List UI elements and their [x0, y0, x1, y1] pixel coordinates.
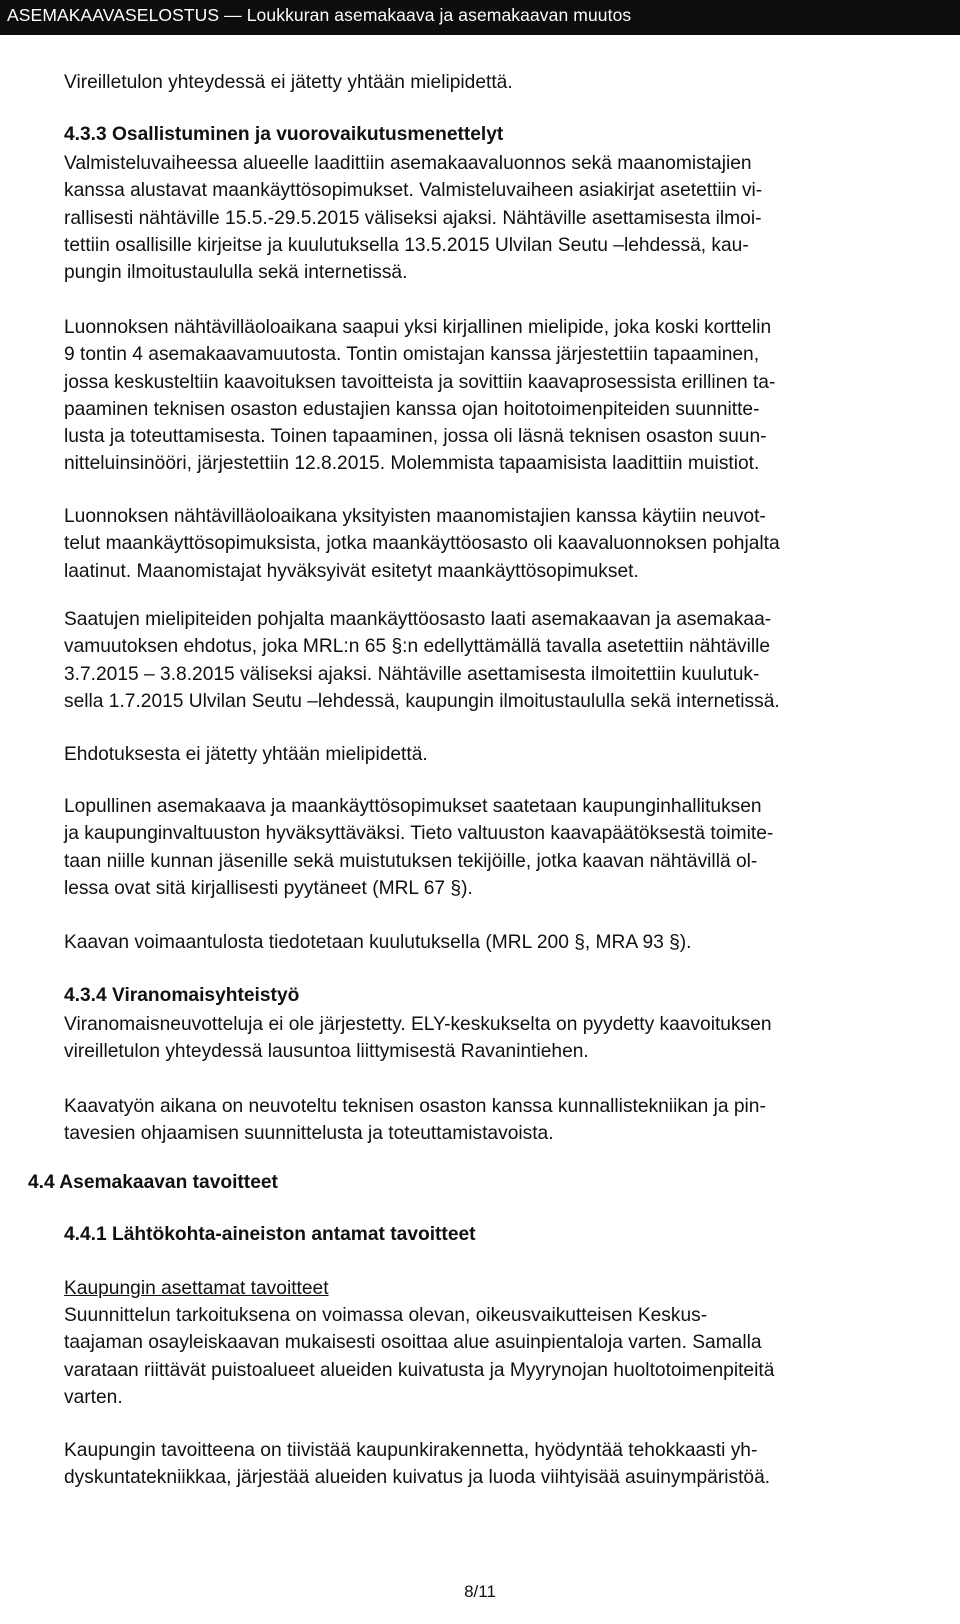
paragraph-433-1 — [64, 150, 934, 286]
paragraph-433-5 — [64, 741, 934, 768]
document-header-title: ASEMAKAAVASELOSTUS — Loukkuran asemakaava ja asemakaavan muutos — [7, 5, 632, 25]
text-line: tettiin osallisille kirjeitse ja kuulutuksella 13.5.2015 Ulvilan Seutu –lehdessä, kau- — [64, 234, 749, 256]
heading-4-3-3: 4.3.3 Osallistuminen ja vuorovaikutusmenettelyt — [64, 124, 504, 145]
paragraph-433-2 — [64, 314, 934, 478]
text-line: varten. — [64, 1386, 123, 1408]
text-line: laatinut. Maanomistajat hyväksyivät esitetyt maankäyttösopimukset. — [64, 560, 639, 582]
text-line: Kaavan voimaantulosta tiedotetaan kuulutuksella (MRL 200 §, MRA 93 §). — [64, 932, 692, 953]
text-line: nitteluinsinööri, järjestettiin 12.8.2015. Molemmista tapaamisista laadittiin muistiot. — [64, 453, 760, 475]
text-line: taajaman osayleiskaavan mukaisesti osoittaa alue asuinpientaloja varten. Samalla — [64, 1332, 762, 1354]
text-line: varataan riittävät puistoalueet alueiden kuivatusta ja Myyrynojan huoltotoimenpiteitä — [64, 1359, 775, 1381]
text-line: 3.7.2015 – 3.8.2015 väliseksi ajaksi. Nähtäville asettamisesta ilmoitettiin kuulutuk- — [64, 663, 760, 685]
text-line: Saatujen mielipiteiden pohjalta maankäyttöosasto laati asemakaavan ja asemakaa- — [64, 609, 772, 630]
heading-4-4: 4.4 Asemakaavan tavoitteet — [28, 1172, 278, 1193]
paragraph-434-2 — [64, 1093, 934, 1148]
text-line: dyskuntatekniikkaa, järjestää alueiden kuivatus ja luoda viihtyisää asuinympäristöä. — [64, 1467, 771, 1489]
text-line: lessa ovat sitä kirjallisesti pyytäneet (MRL 67 §). — [64, 877, 473, 899]
intro-paragraph — [64, 69, 934, 96]
text-line: Viranomaisneuvotteluja ei ole järjestetty. ELY-keskukselta on pyydetty kaavoituksen — [64, 1014, 772, 1035]
page-number: 8/11 — [464, 1582, 496, 1601]
document-header-bar — [0, 0, 960, 35]
text-line: vireilletulon yhteydessä lausuntoa liittymisestä Ravanintiehen. — [64, 1041, 589, 1063]
text-line: paaminen teknisen osaston edustajien kanssa ojan hoitotoimenpiteiden suunnitte- — [64, 398, 760, 420]
text-line: Kaavatyön aikana on neuvoteltu teknisen osaston kanssa kunnallistekniikan ja pin- — [64, 1096, 766, 1117]
paragraph-433-4 — [64, 606, 934, 715]
paragraph-433-3 — [64, 503, 934, 585]
subheading-kaupungin-tavoitteet: Kaupungin asettamat tavoitteet — [64, 1278, 329, 1299]
text-line: lusta ja toteuttamisesta. Toinen tapaaminen, jossa oli läsnä teknisen osaston suun- — [64, 426, 767, 448]
text-line: ja kaupunginvaltuuston hyväksyttäväksi. Tieto valtuuston kaavapäätöksestä toimite- — [64, 823, 774, 845]
text-line: jossa keskusteltiin kaavoituksen tavoitteista ja sovittiin kaavaprosessista erillinen ta- — [64, 371, 776, 393]
text-line: Luonnoksen nähtävilläoloaikana yksityisten maanomistajien kanssa käytiin neuvot- — [64, 506, 766, 527]
text-line: Vireilletulon yhteydessä ei jätetty yhtään mielipidettä. — [64, 72, 513, 93]
text-line: Suunnittelun tarkoituksena on voimassa olevan, oikeusvaikutteisen Keskus- — [64, 1305, 708, 1326]
paragraph-441-2 — [64, 1437, 934, 1492]
text-line: Luonnoksen nähtävilläoloaikana saapui yksi kirjallinen mielipide, joka koski korttelin — [64, 317, 772, 338]
paragraph-433-6 — [64, 793, 934, 902]
text-line: Ehdotuksesta ei jätetty yhtään mielipidettä. — [64, 744, 428, 765]
heading-4-3-4: 4.3.4 Viranomaisyhteistyö — [64, 985, 300, 1006]
text-line: vamuutoksen ehdotus, joka MRL:n 65 §:n edellyttämällä tavalla asetettiin nähtäville — [64, 636, 771, 658]
text-line: Kaupungin tavoitteena on tiivistää kaupunkirakennetta, hyödyntää tehokkaasti yh- — [64, 1440, 758, 1461]
paragraph-433-7 — [64, 929, 934, 956]
text-line: rallisesti nähtäville 15.5.-29.5.2015 väliseksi ajaksi. Nähtäville asettamisesta ilmoi- — [64, 207, 762, 229]
heading-4-4-1: 4.4.1 Lähtökohta-aineiston antamat tavoitteet — [64, 1224, 476, 1245]
text-line: telut maankäyttösopimuksista, jotka maankäyttöosasto oli kaavaluonnoksen pohjalta — [64, 533, 780, 555]
text-line: sella 1.7.2015 Ulvilan Seutu –lehdessä, kaupungin ilmoitustaululla sekä internetissä. — [64, 690, 780, 712]
text-line: Valmisteluvaiheessa alueelle laadittiin asemakaavaluonnos sekä maanomistajien — [64, 153, 752, 174]
text-line: Lopullinen asemakaava ja maankäyttösopimukset saatetaan kaupunginhallituksen — [64, 796, 762, 817]
paragraph-434-1 — [64, 1011, 934, 1066]
text-line: pungin ilmoitustaululla sekä internetissä. — [64, 262, 408, 284]
text-line: tavesien ohjaamisen suunnittelusta ja toteuttamistavoista. — [64, 1123, 554, 1145]
paragraph-441-1 — [64, 1302, 934, 1411]
text-line: kanssa alustavat maankäyttösopimukset. Valmisteluvaiheen asiakirjat asetettiin vi- — [64, 180, 763, 202]
text-line: 9 tontin 4 asemakaavamuutosta. Tontin omistajan kanssa järjestettiin tapaaminen, — [64, 344, 760, 366]
text-line: taan niille kunnan jäsenille sekä muistutuksen tekijöille, jotka kaavan nähtävillä ol- — [64, 850, 758, 872]
